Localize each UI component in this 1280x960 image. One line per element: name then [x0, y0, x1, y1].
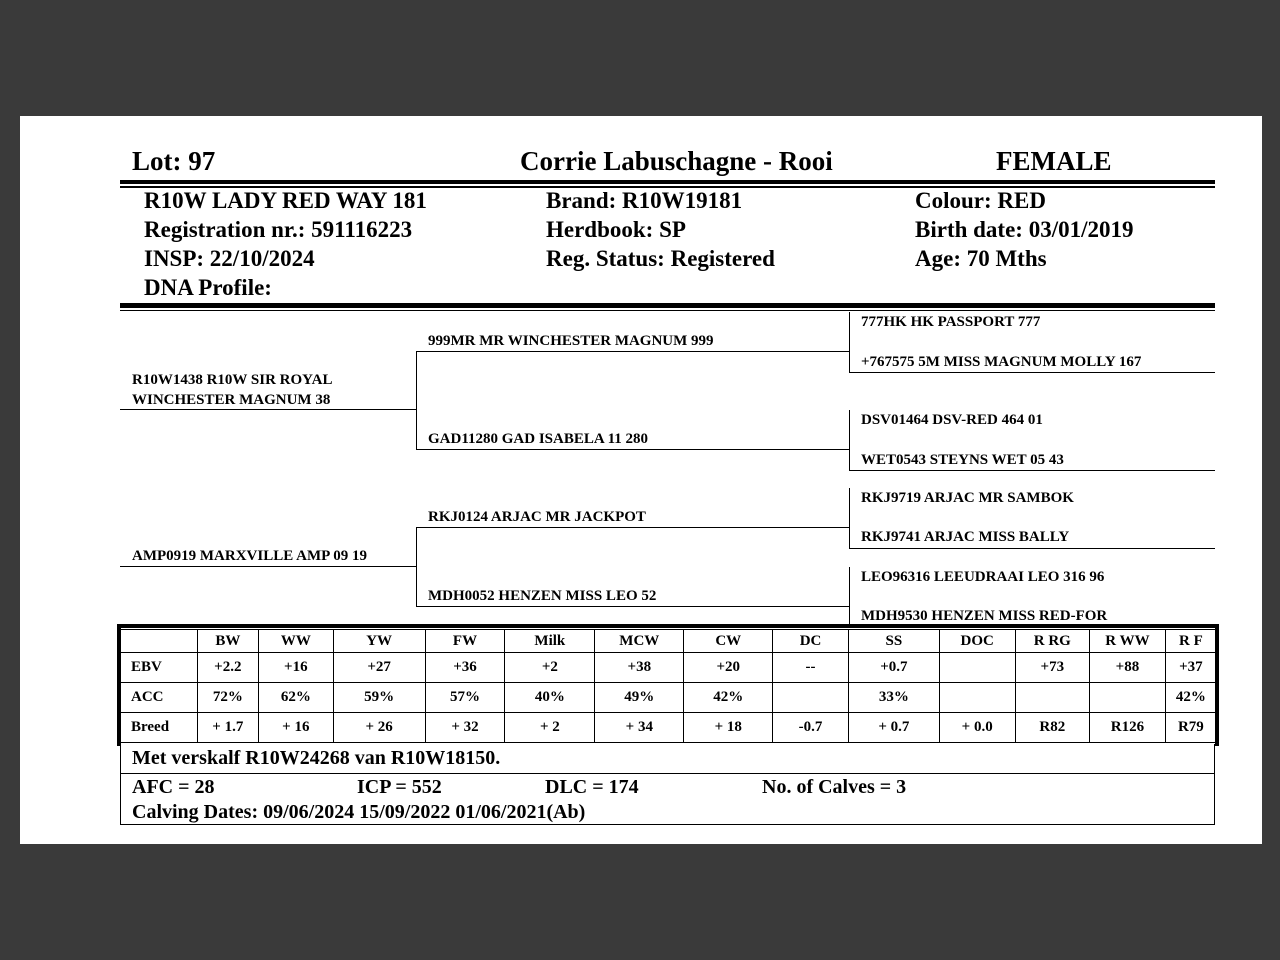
notes-right-rule [1214, 744, 1215, 825]
ebv-col-header: SS [848, 630, 939, 653]
ebv-cell: -- [773, 653, 849, 683]
dam-dam-line [416, 606, 849, 607]
ebv-cell: +88 [1090, 653, 1166, 683]
ebv-cell: +38 [595, 653, 684, 683]
ebv-table-top-rule [117, 624, 1219, 628]
breed-cell: + 2 [505, 713, 595, 743]
ebv-col-header: R RG [1015, 630, 1090, 653]
acc-cell: 57% [425, 683, 505, 713]
ebv-row-label: EBV [121, 653, 198, 683]
ebv-col-header: R F [1165, 630, 1216, 653]
age: Age: 70 Mths [915, 246, 1047, 271]
breed-cell: + 1.7 [197, 713, 258, 743]
notes-bottom-rule [120, 824, 1215, 825]
calf-note: Met verskalf R10W24268 van R10W18150. [132, 747, 501, 769]
sss: 777HK HK PASSPORT 777 [861, 314, 1041, 330]
acc-cell [1090, 683, 1166, 713]
breed-cell: + 0.7 [848, 713, 939, 743]
ebv-col-header: FW [425, 630, 505, 653]
dss: RKJ9719 ARJAC MR SAMBOK [861, 490, 1074, 506]
breed-cell: + 0.0 [939, 713, 1015, 743]
acc-cell [939, 683, 1015, 713]
sds: DSV01464 DSV-RED 464 01 [861, 412, 1043, 428]
ebv-cell: +36 [425, 653, 505, 683]
sire-dam: GAD11280 GAD ISABELA 11 280 [428, 431, 649, 447]
ebv-col-header [121, 630, 198, 653]
info-rule-thick [120, 303, 1215, 308]
breed-cell: + 32 [425, 713, 505, 743]
ebv-col-header: WW [259, 630, 334, 653]
ssd-line [849, 372, 1215, 373]
birth-date: Birth date: 03/01/2019 [915, 217, 1134, 242]
ds-bracket [849, 488, 850, 548]
dam-sire: RKJ0124 ARJAC MR JACKPOT [428, 509, 646, 525]
dam-line [120, 566, 416, 567]
dds: LEO96316 LEEUDRAAI LEO 316 96 [861, 569, 1105, 585]
acc-cell: 49% [595, 683, 684, 713]
sire-name-line2: WINCHESTER MAGNUM 38 [132, 392, 331, 408]
dlc: DLC = 174 [545, 776, 639, 798]
ebv-col-header: DC [773, 630, 849, 653]
ebv-col-header: CW [684, 630, 773, 653]
ebv-cell [939, 653, 1015, 683]
icp: ICP = 552 [357, 776, 442, 798]
ebv-cell: +27 [333, 653, 425, 683]
calving-dates: Calving Dates: 09/06/2024 15/09/2022 01/06/2021(Ab) [132, 801, 586, 823]
acc-cell [1015, 683, 1090, 713]
registration-number: Registration nr.: 591116223 [144, 217, 413, 242]
ebv-cell: +20 [684, 653, 773, 683]
ebv-col-header: R WW [1090, 630, 1166, 653]
ebv-col-header: DOC [939, 630, 1015, 653]
ebv-cell: +2.2 [197, 653, 258, 683]
ebv-col-header: Milk [505, 630, 595, 653]
info-rule-thin [120, 310, 1215, 311]
acc-cell: 59% [333, 683, 425, 713]
ebv-col-header: MCW [595, 630, 684, 653]
notes-divider [120, 773, 1215, 774]
sd-bracket [849, 410, 850, 470]
sire-bracket [416, 351, 417, 450]
breed-cell: -0.7 [773, 713, 849, 743]
breed-cell: R82 [1015, 713, 1090, 743]
breed-cell: + 34 [595, 713, 684, 743]
ebv-table [120, 629, 1217, 743]
lot-number: Lot: 97 [132, 146, 216, 176]
acc-row-label: ACC [121, 683, 198, 713]
registration-status: Reg. Status: Registered [546, 246, 775, 271]
sire-sire-line [416, 351, 849, 352]
dam-bracket [416, 527, 417, 606]
acc-row [121, 683, 1217, 713]
acc-cell: 62% [259, 683, 334, 713]
ebv-col-header: YW [333, 630, 425, 653]
breed-row-label: Breed [121, 713, 198, 743]
herdbook: Herdbook: SP [546, 217, 686, 242]
ebv-header-row [121, 630, 1217, 653]
ebv-cell: +0.7 [848, 653, 939, 683]
sire-name: R10W1438 R10W SIR ROYAL [132, 372, 333, 388]
acc-cell: 42% [684, 683, 773, 713]
breed-cell: R126 [1090, 713, 1166, 743]
dam-sire-line [416, 527, 849, 528]
dam-dam: MDH0052 HENZEN MISS LEO 52 [428, 588, 657, 604]
breed-cell: + 26 [333, 713, 425, 743]
number-of-calves: No. of Calves = 3 [762, 776, 907, 798]
header-rule-thick [120, 180, 1215, 184]
sex-label: FEMALE [996, 146, 1112, 176]
acc-cell: 40% [505, 683, 595, 713]
breed-cell: R79 [1165, 713, 1216, 743]
ebv-cell: +2 [505, 653, 595, 683]
inspection-date: INSP: 22/10/2024 [144, 246, 315, 271]
breed-row [121, 713, 1217, 743]
sire-dam-line [416, 449, 849, 450]
dsd-line [849, 548, 1215, 549]
acc-cell: 33% [848, 683, 939, 713]
seller-name: Corrie Labuschagne - Rooi [520, 146, 833, 176]
dna-profile: DNA Profile: [144, 275, 272, 300]
acc-cell: 42% [1165, 683, 1216, 713]
ebv-cell: +37 [1165, 653, 1216, 683]
notes-left-rule [120, 744, 121, 825]
acc-cell: 72% [197, 683, 258, 713]
sire-line [120, 409, 416, 410]
ssd: +767575 5M MISS MAGNUM MOLLY 167 [861, 354, 1142, 370]
sdd-line [849, 470, 1215, 471]
sale-catalogue-sheet [20, 116, 1262, 844]
dam-name: AMP0919 MARXVILLE AMP 09 19 [132, 548, 367, 564]
breed-cell: + 18 [684, 713, 773, 743]
sire-sire: 999MR MR WINCHESTER MAGNUM 999 [428, 333, 714, 349]
ebv-row [121, 653, 1217, 683]
dd-bracket [849, 567, 850, 624]
ebv-col-header: BW [197, 630, 258, 653]
animal-name: R10W LADY RED WAY 181 [144, 188, 427, 213]
afc: AFC = 28 [132, 776, 215, 798]
brand: Brand: R10W19181 [546, 188, 743, 213]
breed-cell: + 16 [259, 713, 334, 743]
acc-cell [773, 683, 849, 713]
colour: Colour: RED [915, 188, 1046, 213]
ss-bracket [849, 312, 850, 372]
sdd: WET0543 STEYNS WET 05 43 [861, 452, 1064, 468]
ddd: MDH9530 HENZEN MISS RED-FOR [861, 608, 1108, 624]
ebv-cell: +16 [259, 653, 334, 683]
dsd: RKJ9741 ARJAC MISS BALLY [861, 529, 1070, 545]
ebv-cell: +73 [1015, 653, 1090, 683]
